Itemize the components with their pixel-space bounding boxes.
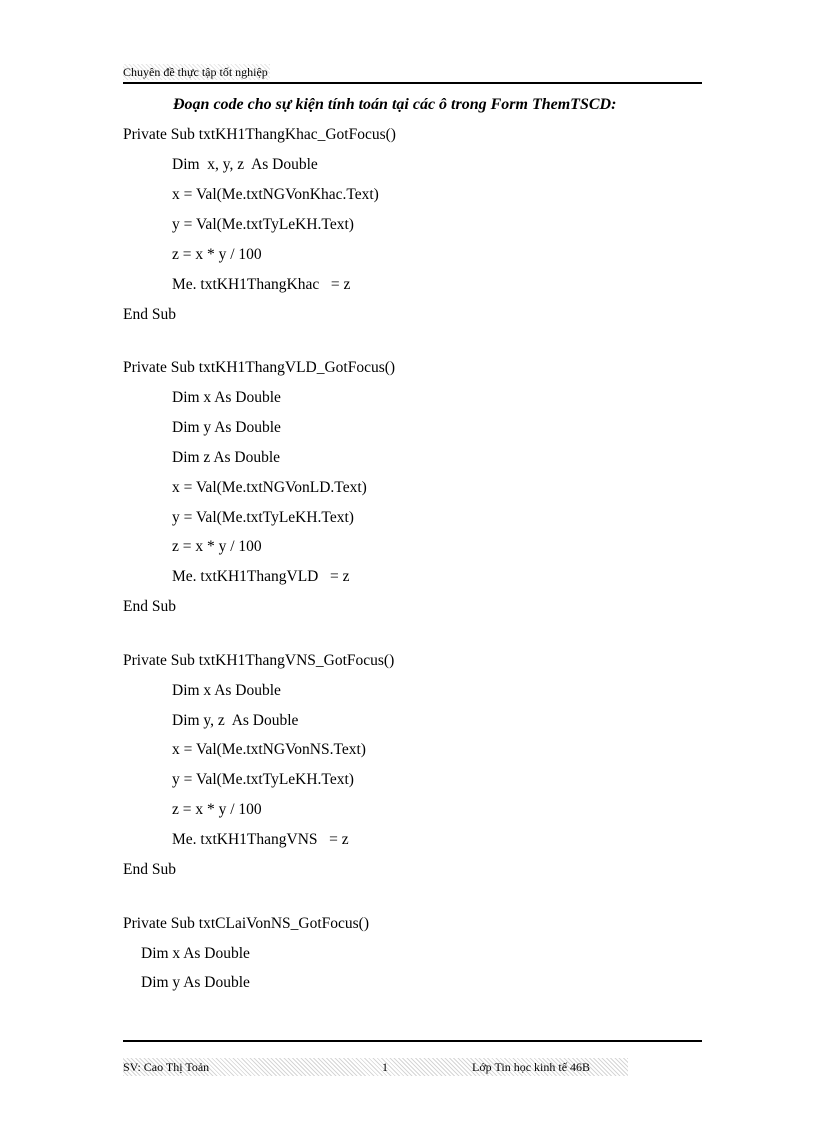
code-line: x = Val(Me.txtNGVonLD.Text) xyxy=(172,479,367,496)
code-line: z = x * y / 100 xyxy=(172,538,262,555)
code-line: Private Sub txtKH1ThangKhac_GotFocus() xyxy=(123,126,396,143)
footer-rule xyxy=(123,1040,702,1042)
code-line: y = Val(Me.txtTyLeKH.Text) xyxy=(172,771,354,788)
code-line: Private Sub txtCLaiVonNS_GotFocus() xyxy=(123,915,369,932)
code-line: End Sub xyxy=(123,306,176,323)
code-line: Private Sub txtKH1ThangVLD_GotFocus() xyxy=(123,359,396,376)
code-line: Dim y As Double xyxy=(172,419,281,436)
code-line: End Sub xyxy=(123,598,176,615)
code-line: Dim x As Double xyxy=(141,945,250,962)
code-line: x = Val(Me.txtNGVonNS.Text) xyxy=(172,741,366,758)
footer-student: SV: Cao Thị Toản xyxy=(123,1060,210,1074)
header-rule xyxy=(123,82,702,84)
footer-page-number: 1 xyxy=(382,1060,388,1074)
code-line: Private Sub txtKH1ThangVNS_GotFocus() xyxy=(123,652,395,669)
code-line: Me. txtKH1ThangVNS = z xyxy=(172,831,349,848)
code-line: y = Val(Me.txtTyLeKH.Text) xyxy=(172,216,354,233)
code-line: z = x * y / 100 xyxy=(172,246,262,263)
code-line: Dim x, y, z As Double xyxy=(172,156,318,173)
footer-class: Lớp Tin học kinh tế 46B xyxy=(472,1060,591,1074)
code-line: Dim y As Double xyxy=(141,974,250,991)
code-line: Dim z As Double xyxy=(172,449,281,466)
code-line: Dim y, z As Double xyxy=(172,712,299,729)
section-heading: Đoạn code cho sự kiện tính toán tại các ô trong Form ThemTSCD: xyxy=(173,96,617,113)
code-line: End Sub xyxy=(123,861,176,878)
page-header-title: Chuyên đề thực tập tốt nghiệp xyxy=(123,65,268,79)
code-line: Dim x As Double xyxy=(172,682,281,699)
code-line: Me. txtKH1ThangVLD = z xyxy=(172,568,350,585)
code-line: Me. txtKH1ThangKhac = z xyxy=(172,276,351,293)
code-line: x = Val(Me.txtNGVonKhac.Text) xyxy=(172,186,379,203)
code-line: z = x * y / 100 xyxy=(172,801,262,818)
code-line: Dim x As Double xyxy=(172,389,281,406)
code-line: y = Val(Me.txtTyLeKH.Text) xyxy=(172,509,354,526)
